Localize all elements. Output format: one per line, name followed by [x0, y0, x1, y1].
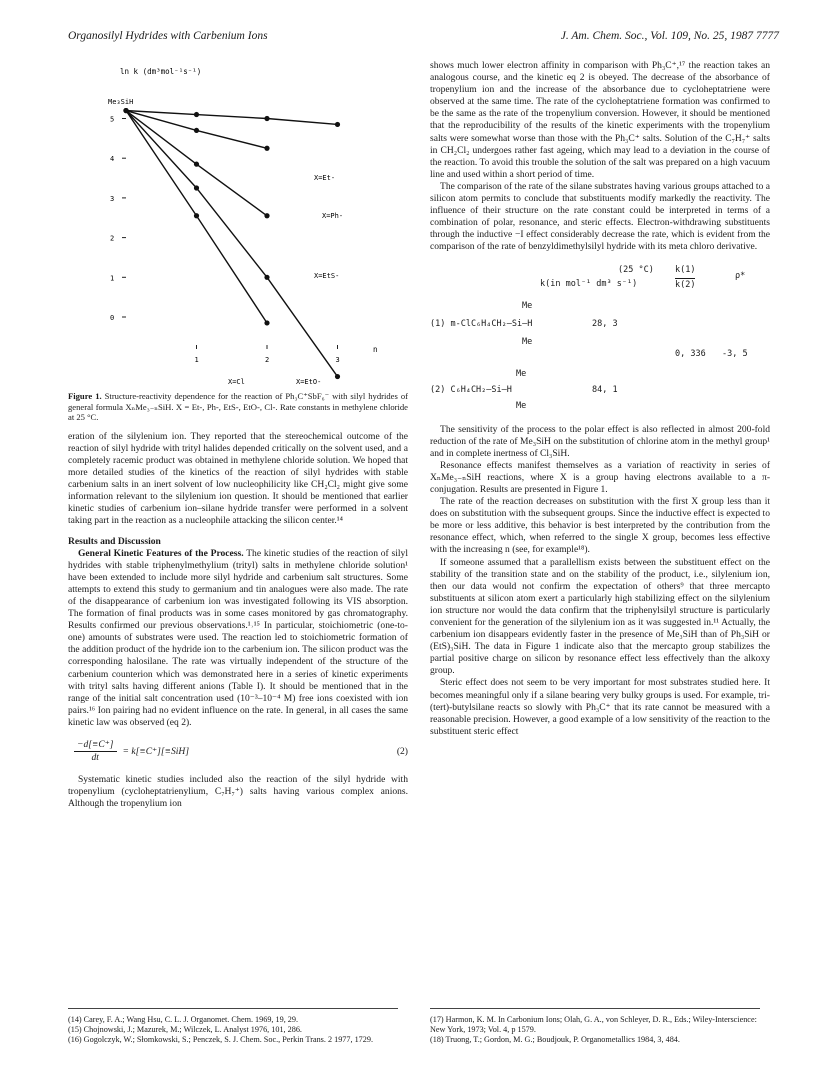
- data-point: [194, 128, 199, 133]
- running-header-title: Organosilyl Hydrides with Carbenium Ions: [68, 30, 268, 42]
- figure-caption-label: Figure 1.: [68, 391, 102, 401]
- equation-numerator: −d[≡C⁺]: [74, 739, 117, 752]
- x-tick-label: 3: [335, 356, 340, 364]
- table-k-header: k(in mol⁻¹ dm³ s⁻¹): [540, 278, 638, 289]
- y-tick-label: 5: [110, 115, 115, 124]
- paragraph: Resonance effects manifest themselves as a variation of reactivity in series of XₙMe₃₋ₙSiH reactions, where X is a group having electrons available to a π-conjugation. Results are presented in Figure 1.: [430, 459, 770, 495]
- table-row2-me-top: Me: [516, 368, 527, 379]
- equation-2: [68, 739, 408, 764]
- series-label-ets: X=EtS-: [314, 272, 340, 280]
- table-temperature: (25 °C): [618, 264, 654, 275]
- paragraph: Steric effect does not seem to be very important for most substrates studied here. It becomes meaningful only if a silane bearing very bulky groups is used. For example, tri-(tert)-butylsilane reacts so slowly with Ph₃C⁺ that its rate cannot be measured with a reasonable precision. However, a good example of a low sensitivity of the reaction to the substituent steric effect: [430, 677, 770, 737]
- equation-denominator: dt: [91, 752, 99, 764]
- paragraph: Systematic kinetic studies included also the reaction of the silyl hydride with tropenylium (cycloheptatrienylium, C₇H₇⁺) salts having various complex anions. Although the tropenylium ion: [68, 774, 408, 810]
- x-axis-label: n: [373, 345, 378, 354]
- series-label-ph: X=Ph-: [322, 212, 344, 220]
- table-row2-k: 84, 1: [592, 384, 618, 395]
- series-label-eto: X=EtO-: [296, 378, 322, 385]
- table-row1-me-top: Me: [522, 300, 533, 311]
- data-point: [123, 108, 128, 113]
- paragraph: The sensitivity of the process to the polar effect is also reflected in almost 200-fold reduction of the rate of Me₃SiH on the substitution of chlorine atom in the methyl group¹ and in complete inertness of Cl₃SiH.: [430, 423, 770, 459]
- start-label: Me₃SiH: [108, 98, 134, 106]
- data-point: [194, 213, 199, 218]
- y-tick-label: 1: [110, 274, 115, 283]
- footnote: (18) Truong, T.; Gordon, M. G.; Boudjouk, P. Organometallics 1984, 3, 484.: [430, 1035, 680, 1044]
- data-point: [264, 146, 269, 151]
- y-tick-label: 3: [110, 194, 115, 203]
- series-label-et: X=Et-: [314, 174, 336, 182]
- table-ratio: 0, 336: [675, 348, 706, 359]
- y-tick-label: 2: [110, 234, 115, 243]
- y-tick-label: 0: [110, 314, 115, 322]
- table-row1-label: (1) m-ClC₆H₄CH₂—Si—H: [430, 318, 533, 329]
- figure-caption-text: Structure-reactivity dependence for the reaction of Ph₃C⁺SbF₆⁻ with silyl hydrides of general formula XₙMe₃₋ₙSiH. X = Et-, Ph-, EtS-, EtO-, Cl-. Rate constants in methylene chloride at 25 °C.: [68, 391, 408, 423]
- footnote: (14) Carey, F. A.; Wang Hsu, C. L. J. Organomet. Chem. 1969, 19, 29.: [68, 1015, 299, 1024]
- x-tick-label: 1: [194, 356, 199, 364]
- data-point: [194, 162, 199, 167]
- footnote: (15) Chojnowski, J.; Mazurek, M.; Wilczek, L. Analyst 1976, 101, 286.: [68, 1025, 302, 1034]
- series-lines: [123, 108, 340, 379]
- paragraph-text: The kinetic studies of the reaction of silyl hydrides with stable triphenylmethylium (trityl) salts in methylene chloride solution¹ have been extended to include more silyl hydride and carbenium salt structures. Some attempts to extend this study to germanium and tin analogues were also made. The rate of the disappearance of carbenium ion was investigated following its VIS absorption. The formation of final products was in some cases monitored by gas chromatography. Results confirmed our previous observations.¹˒¹⁵ In particular, stoichiometric (one-to-one) amounts of substrates were used. The reaction led to stoichiometric formation of the addition product of the hydride ion to the carbenium ion. The silicon product was the corresponding halosilane. The rate was virtually independent of the structure of the carbenium counterion which was demonstrated here in a series of kinetic experiments with trityl salts having different anions (Table I). It should be mentioned that in the range of the initial salt concentration used (10⁻³–10⁻⁴ M) free ions coexisted with ion pairs.¹⁶ Ion pairing had no evident influence on the rate. In general, in all cases the same kinetic law was observed (eq 2).: [68, 547, 408, 728]
- equation-fraction: [74, 739, 117, 764]
- rate-comparison-table: [430, 264, 770, 414]
- axis-ticks: [110, 116, 340, 365]
- table-k1-header: k(1): [675, 264, 696, 275]
- data-point: [194, 185, 199, 190]
- table-k2-header: k(2): [675, 279, 696, 290]
- x-tick-label: 2: [265, 356, 270, 364]
- data-point: [264, 275, 269, 280]
- data-point: [264, 213, 269, 218]
- footnotes-left: [68, 1015, 408, 1045]
- paragraph: The rate of the reaction decreases on substitution with the first X group less than it does on substitution with the subsequent groups. Since the inductive effect is expected to be more or less additive, this behavior is best interpreted by the contribution from the resonance effect, which, when referred to the single X group, becomes less effective with the increasing n (see, for example¹⁸).: [430, 496, 770, 556]
- series-line-0: [126, 111, 338, 125]
- right-column: [430, 60, 770, 738]
- paragraph: eration of the silylenium ion. They reported that the stereochemical outcome of the reaction of silyl hydride with trityl halides depended critically on the solvent used, and a completely racemic product was obtained in methylene chloride solution. We hoped that more detailed studies of the kinetics of the reaction of silyl hydrides with stable carbenium salts in an inert solvent of low nucleophilicity like CH₂Cl₂ might give some information relevant to the silylenium ion question. It should be mentioned that earlier kinetic studies of carbenium ion–silane hydride transfer were performed in a solvent taking part in the reaction as a nucleophile attacking the silicon center.¹⁴: [68, 430, 408, 527]
- data-point: [335, 374, 340, 379]
- table-row1-me-bottom: Me: [522, 336, 533, 347]
- table-row1-k: 28, 3: [592, 318, 618, 329]
- footnotes-right: [430, 1015, 770, 1045]
- subheading: General Kinetic Features of the Process.: [78, 547, 244, 559]
- left-column: [68, 60, 408, 811]
- paragraph: The comparison of the rate of the silane substrates having various groups attached to a silicon atom permits to conclude that substituents modify markedly the reactivity. The influence of their structure on the rate constant could be interpreted in terms of a combination of polar, resonance, and steric effects. Electron-withdrawing substituents through the inductive −I effect considerably decrease the rate, which is evident from the comparison of the rate of benzyldimethylsilyl hydride with its meta chloro derivative.: [430, 180, 770, 253]
- equation-rhs: = k[≡C⁺][≡SiH]: [122, 745, 190, 757]
- series-line-4: [126, 111, 338, 377]
- table-row2-me-bottom: Me: [516, 400, 527, 411]
- footnote: (16) Gogolczyk, W.; Słomkowski, S.; Penczek, S. J. Chem. Soc., Perkin Trans. 2 1977, 1729.: [68, 1035, 373, 1044]
- footnote: (17) Harmon, K. M. In Carbonium Ions; Olah, G. A., von Schleyer, D. R., Eds.; Wiley-Interscience: New York, 1973; Vol. 4, p 1579.: [430, 1015, 757, 1034]
- paragraph: If someone assumed that a parallellism exists between the substituent effect on the stability of the transition state and on the stability of the product, i.e., silylenium ion, then our data would not confirm the expectation of others⁹ that three mercapto substituents at silicon atom exert a particularly high stabilizing effect on the silylenium ion structure nor would the data confirm that the triphenylsilyl structure is particularly convenient for the generation of the silylenium ion as it was suggested in.¹¹ Actually, the carbenium ion disappears evidently faster in the presence of Me₃SiH than of Ph₃SiH or (EtS)₃SiH. The data in Figure 1 indicate also that the mercapto group stabilizes the partial positive charge on silicon by resonance effect less effectively than the alkoxy group.: [430, 556, 770, 677]
- figure-1-chart: [68, 60, 408, 385]
- table-rho-header: ρ*: [735, 270, 746, 281]
- footnote-divider-right: [430, 1008, 760, 1009]
- running-header-journal: J. Am. Chem. Soc., Vol. 109, No. 25, 1987 7777: [560, 30, 779, 42]
- data-point: [264, 116, 269, 121]
- footnote-divider-left: [68, 1008, 398, 1009]
- data-point: [264, 320, 269, 325]
- paragraph: shows much lower electron affinity in comparison with Ph₃C⁺,¹⁷ the reaction takes an analogous course, and the kinetic eq 2 is obeyed. The decrease of the absorbance of tropenylium ion and the increase of the absorbance due to cycloheptatriene were observed at the same time. The rate of the cycloheptatriene formation was confirmed to be the same as the rate of the tropenylium conversion. However, it should be mentioned that the reproducibility of the results of the kinetic experiments with the tropenylium salts were somewhat worse than those with the Ph₃C⁺ salts. Solution of the C₇H₇⁺ salts in CH₂Cl₂ undergoes rather fast ageing, which may lead to a deviation in the course of the reaction. To avoid this trouble the solution of the salt was prepared on a high vacuum line and used within a short period of time.: [430, 60, 770, 180]
- table-rho-value: -3, 5: [722, 348, 748, 359]
- figure-caption: [68, 391, 408, 423]
- series-label-cl: X=Cl: [228, 378, 245, 385]
- figure-1: [68, 60, 408, 385]
- data-point: [194, 112, 199, 117]
- data-point: [335, 122, 340, 127]
- table-row2-label: (2) C₆H₄CH₂—Si—H: [430, 384, 512, 395]
- y-tick-label: 4: [110, 155, 115, 164]
- equation-number: (2): [396, 745, 408, 757]
- section-heading: Results and Discussion: [68, 535, 161, 547]
- paragraph: [68, 548, 408, 729]
- y-axis-label: ln k (dm³mol⁻¹s⁻¹): [120, 67, 202, 76]
- series-labels: [228, 174, 343, 385]
